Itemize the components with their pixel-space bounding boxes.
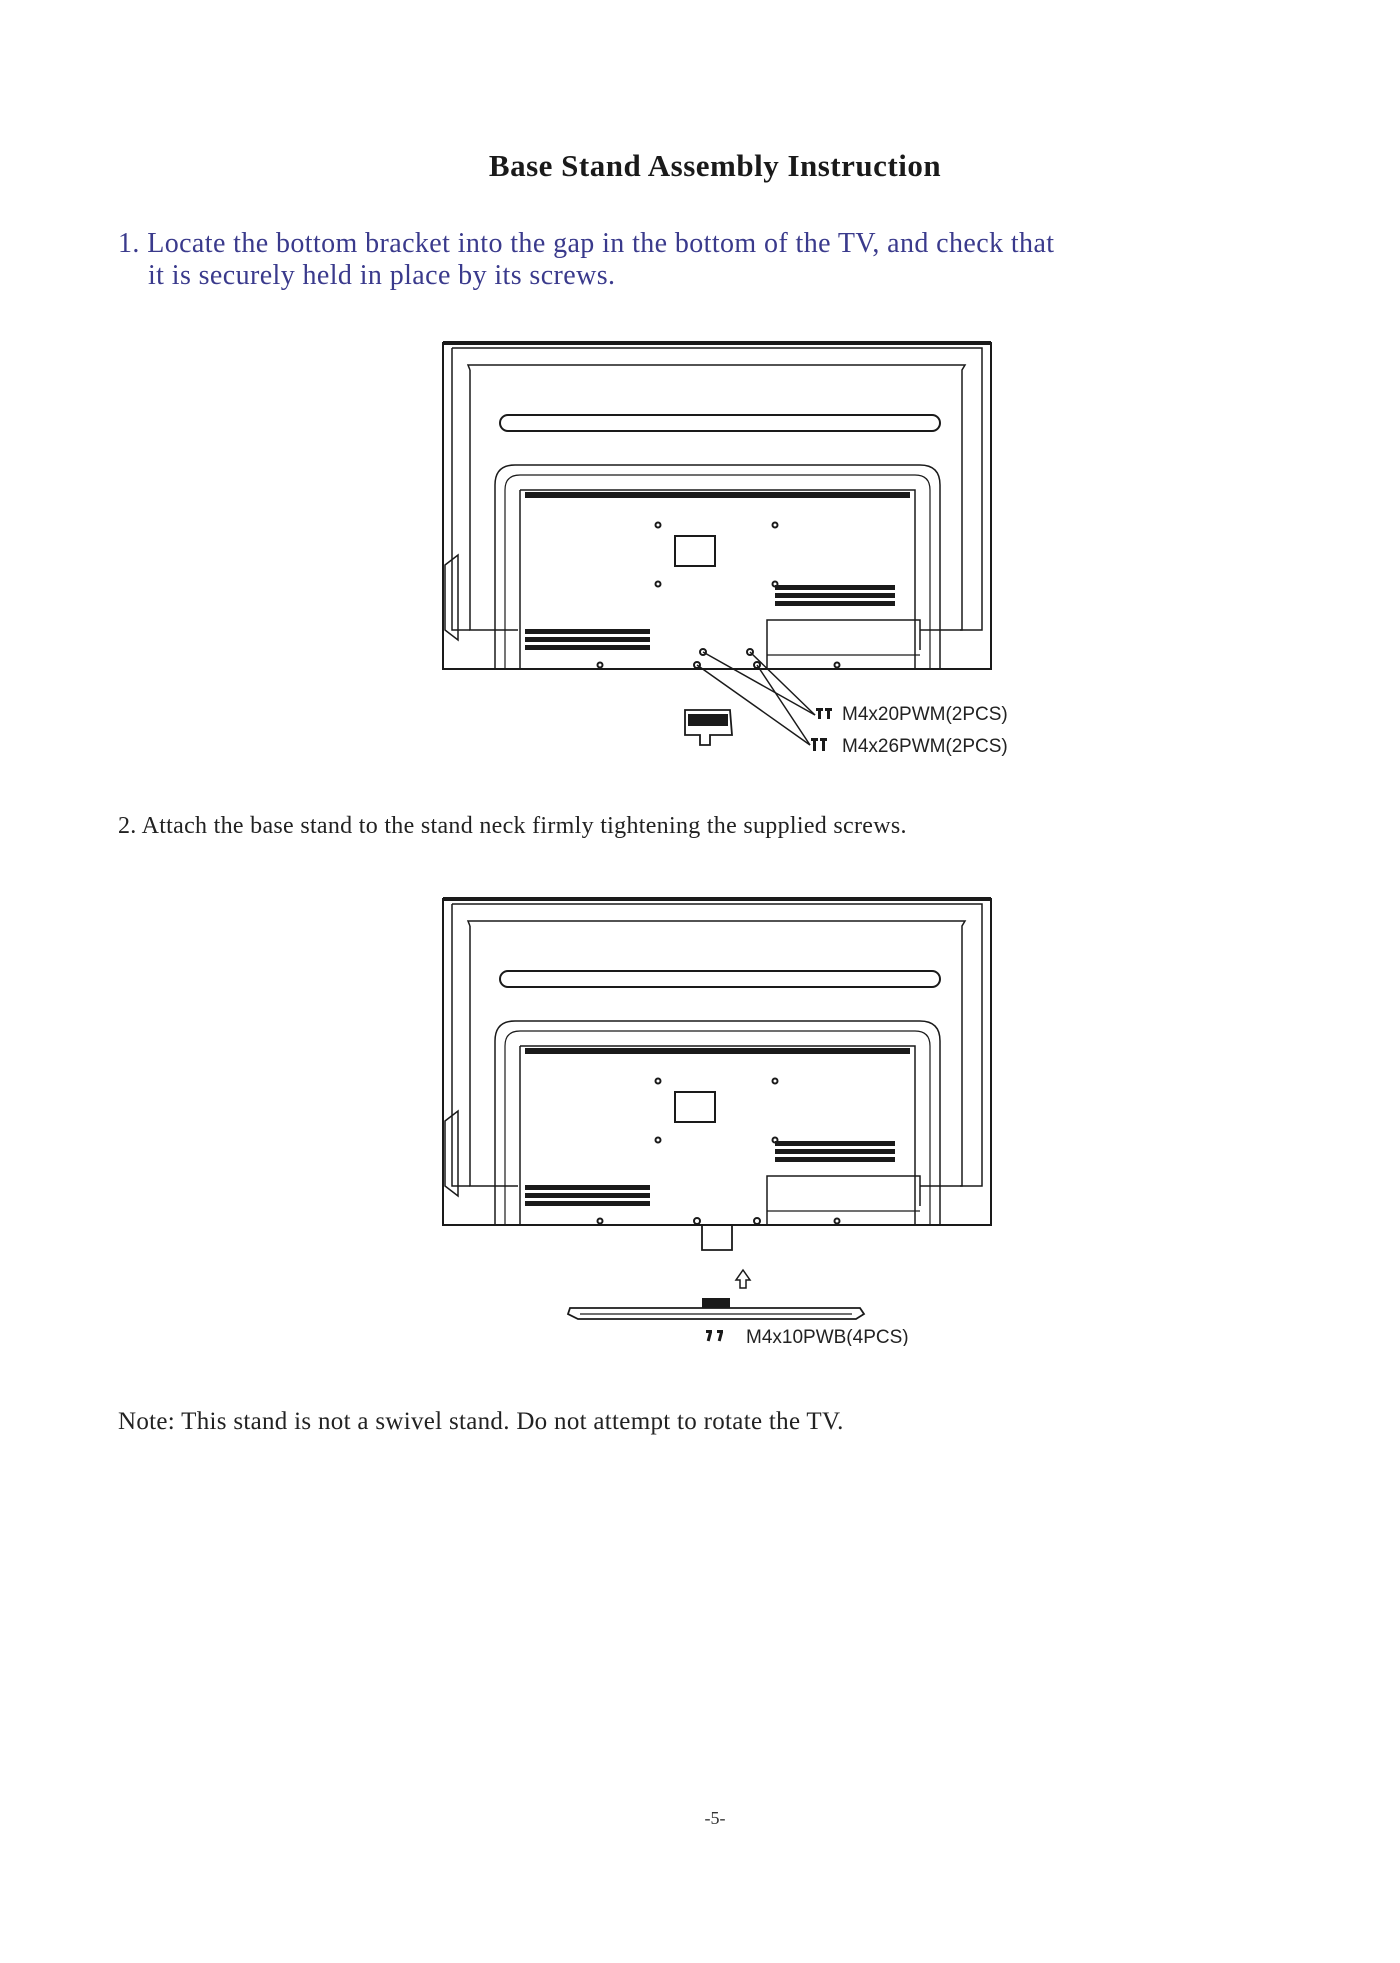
figure-2-tv-back-base: [440, 896, 1020, 1346]
note-text: Note: This stand is not a swivel stand. Do not attempt to rotate the TV.: [118, 1408, 844, 1435]
vent-grilles: [525, 492, 910, 726]
center-label-plate-2: [675, 1092, 715, 1122]
step-1-line-1: 1. Locate the bottom bracket into the gap in the bottom of the TV, and check that: [118, 228, 1055, 259]
screw-label-m4x26: M4x26PWM(2PCS): [842, 736, 1008, 757]
screw-icons-2: [706, 1330, 723, 1341]
screw-label-m4x10: M4x10PWB(4PCS): [746, 1327, 909, 1346]
center-label-plate: [675, 536, 715, 566]
step-2-text: 2. Attach the base stand to the stand neck firmly tightening the supplied screws.: [118, 813, 907, 839]
screw-label-m4x20: M4x20PWM(2PCS): [842, 704, 1008, 725]
stand-neck: [702, 1225, 732, 1250]
page-title: Base Stand Assembly Instruction: [488, 148, 942, 183]
step-1-line-2: it is securely held in place by its screws.: [148, 260, 616, 291]
up-arrow-icon: [736, 1270, 750, 1288]
top-slot-2: [500, 971, 940, 987]
top-slot: [500, 415, 940, 431]
figure-1-tv-back-bracket: [440, 340, 1020, 760]
page-number: -5-: [704, 1808, 726, 1828]
vent-grilles-2: [525, 1048, 910, 1308]
step-1-text: [118, 228, 1298, 292]
